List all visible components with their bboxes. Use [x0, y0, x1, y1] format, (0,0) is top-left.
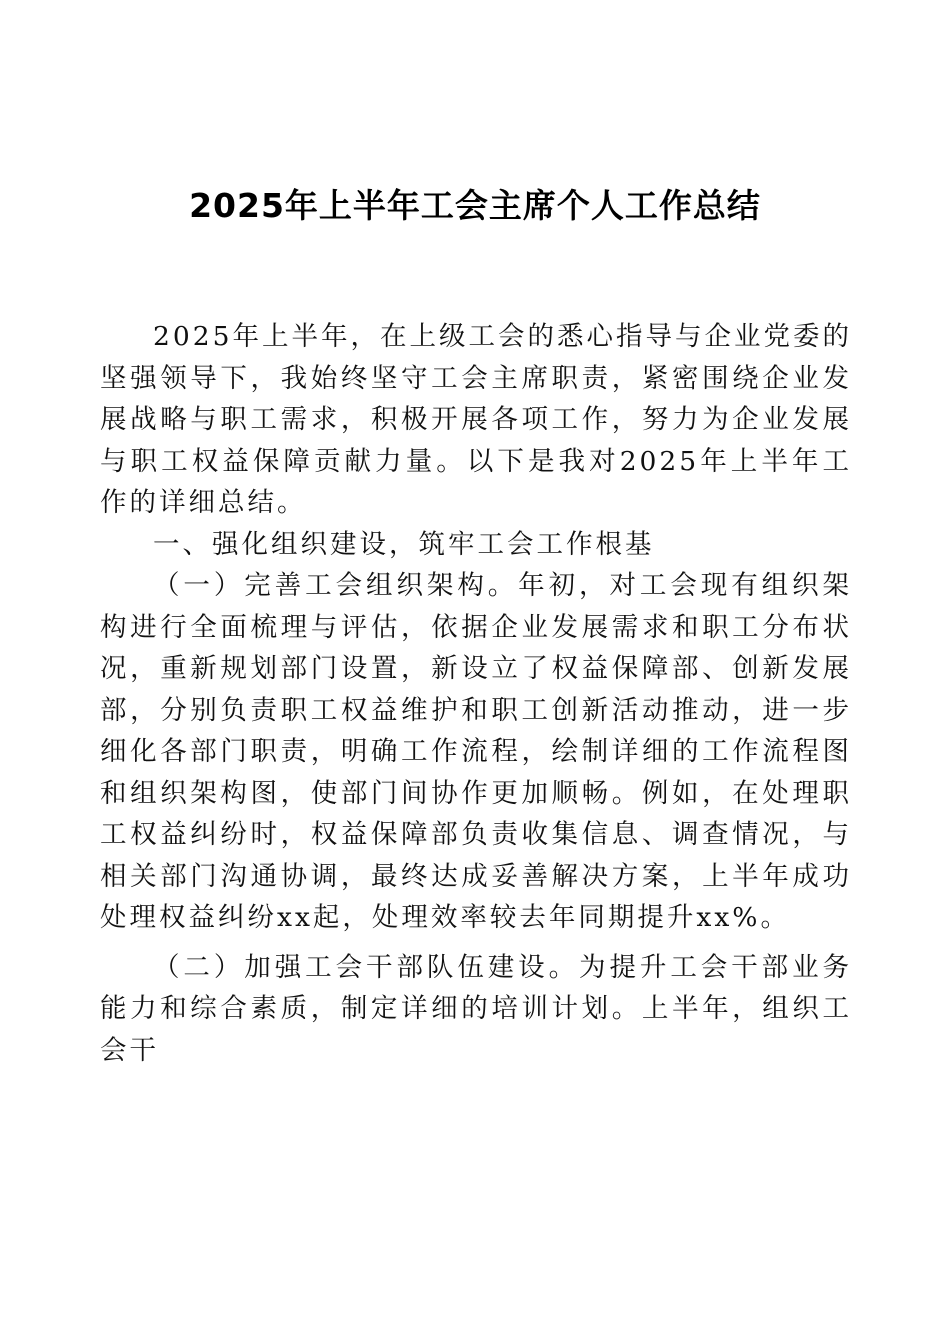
document-body: [100, 316, 852, 1071]
document-title: 2025年上半年工会主席个人工作总结: [189, 186, 761, 225]
subsection-paragraph-1: （一）完善工会组织架构。年初，对工会现有组织架构进行全面梳理与评估，依据企业发展需求和职工分布状况，重新规划部门设置，新设立了权益保障部、创新发展部，分别负责职工权益维护和职工创新活动推动，进一步细化各部门职责，明确工作流程，绘制详细的工作流程图和组织架构图，使部门间协作更加顺畅。例如，在处理职工权益纠纷时，权益保障部负责收集信息、调查情况，与相关部门沟通协调，最终达成妥善解决方案，上半年成功处理权益纠纷xx起，处理效率较去年同期提升xx%。: [100, 570, 852, 933]
intro-paragraph: 2025年上半年，在上级工会的悉心指导与企业党委的坚强领导下，我始终坚守工会主席职责，紧密围绕企业发展战略与职工需求，积极开展各项工作，努力为企业发展与职工权益保障贡献力量。以下是我对2025年上半年工作的详细总结。: [100, 321, 852, 518]
section-heading-1: 一、强化组织建设，筑牢工会工作根基: [153, 528, 655, 560]
subsection-paragraph-2: （二）加强工会干部队伍建设。为提升工会干部业务能力和综合素质，制定详细的培训计划。上半年，组织工会干: [100, 951, 852, 1066]
